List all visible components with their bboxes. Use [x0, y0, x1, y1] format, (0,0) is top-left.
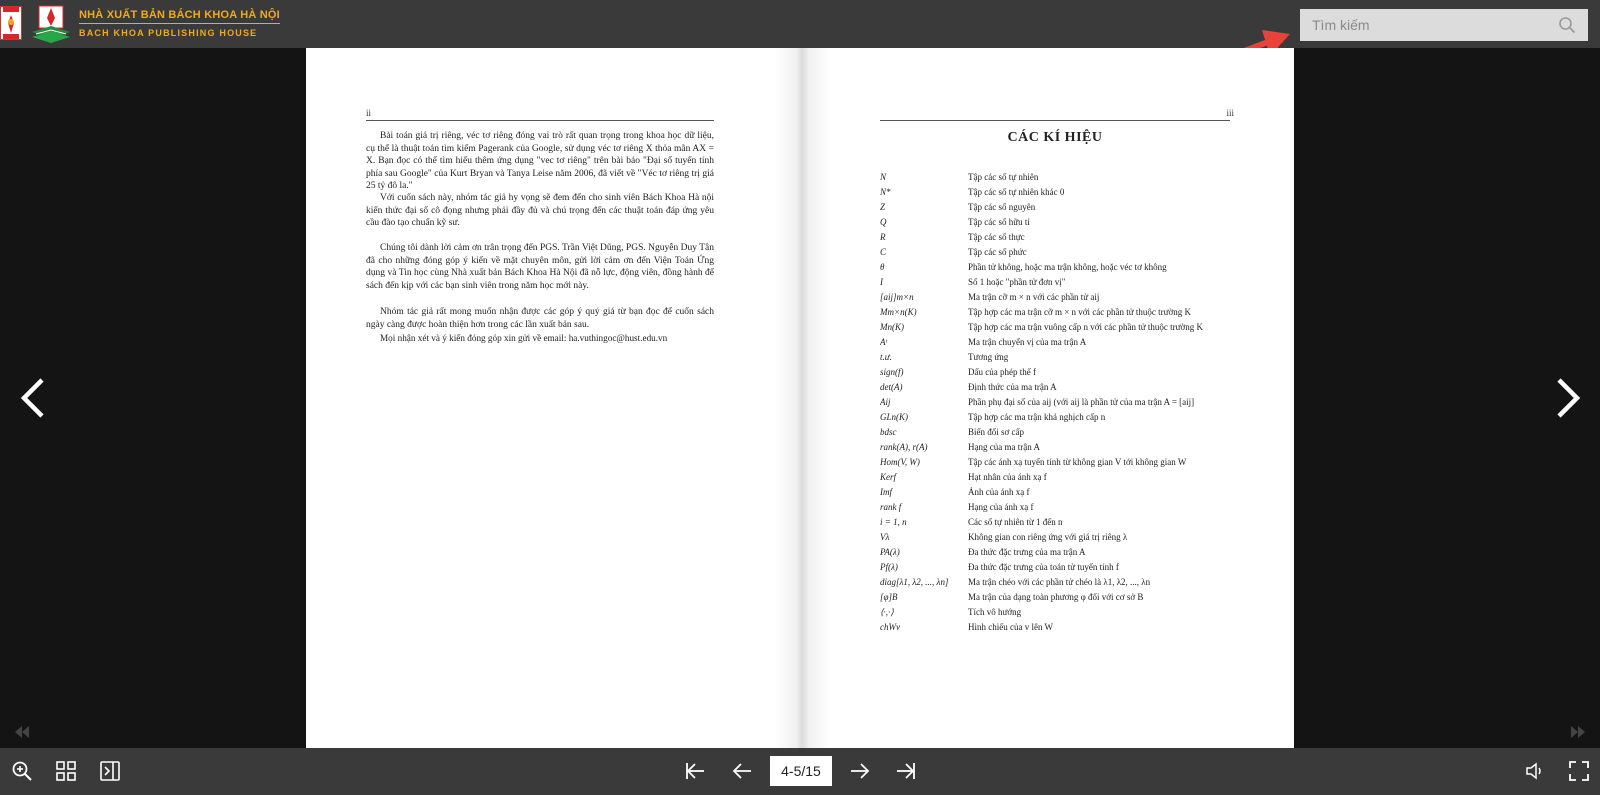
symbol: PA(λ): [880, 547, 900, 557]
symbol-row: [880, 545, 1240, 560]
symbol: Kerf: [880, 472, 897, 482]
symbol: t.ư.: [880, 352, 892, 362]
symbol-description: Số 1 hoặc "phần tử đơn vị": [968, 277, 1066, 287]
symbol-row: [880, 590, 1240, 605]
symbol: diag[λ1, λ2, ..., λn]: [880, 577, 949, 587]
paragraph: Bài toán giá trị riêng, véc tơ riêng đóng vai trò rất quan trọng trong khoa học dữ liệu, cụ thể là thuật toán tìm kiếm Pagerank của Google, sử dụng véc tơ riêng X thỏa mãn AX = X. Bạn đọc có thể tìm hiểu thêm ứng dụng "vec tơ riêng" trên bài báo "Đại số tuyến tính phía sau Google" của Kurt Bryan và Tanya Leise năm 2006, đã viết về "Véc tơ riêng trị giá 25 tỷ đô la.": [366, 131, 714, 191]
symbol-row: [880, 290, 1240, 305]
rewind-icon[interactable]: [14, 725, 30, 739]
symbol-description: Tập các số phức: [968, 247, 1027, 257]
symbol-row: [880, 245, 1240, 260]
symbol: Hom(V, W): [880, 457, 920, 467]
symbol-description: Các số tự nhiên từ 1 đến n: [968, 517, 1063, 527]
symbol-description: Tập các số thực: [968, 232, 1025, 242]
symbol: [φ]B: [880, 592, 898, 602]
previous-spread-icon[interactable]: [18, 376, 48, 420]
symbol-row: [880, 575, 1240, 590]
symbol: Mn(K): [880, 322, 904, 332]
symbol: GLn(K): [880, 412, 909, 422]
page-number: ii: [366, 108, 372, 118]
book-spread[interactable]: [306, 48, 1294, 748]
symbol: Imf: [880, 487, 892, 497]
symbol: C: [880, 247, 887, 257]
symbol: Q: [880, 217, 887, 227]
symbol-row: [880, 260, 1240, 275]
symbol-row: [880, 605, 1240, 620]
symbol-description: Tập các số nguyên: [968, 202, 1036, 212]
paragraph: Với cuốn sách này, nhóm tác giả hy vọng sẽ đem đến cho sinh viên Bách Khoa Hà nội kiến thức đại số cô đọng nhưng phải đầy đủ và chú trọng đến các thuật toán đáp ứng yêu cầu đào tạo chuẩn kỹ sư.: [366, 193, 714, 228]
symbol: [aij]m×n: [880, 292, 914, 302]
symbol: Pf(λ): [880, 562, 898, 572]
symbol: rank f: [880, 502, 902, 512]
symbol-description: Tập hợp các ma trận cỡ m × n với các phần tử thuộc trường K: [968, 307, 1192, 317]
publisher-logo[interactable]: [30, 4, 72, 44]
symbol-description: Ma trận chéo với các phần tử chéo là λ1, λ2, ..., λn: [968, 577, 1151, 587]
symbol: R: [880, 232, 886, 242]
symbol-row: [880, 335, 1240, 350]
symbol: θ: [880, 262, 885, 272]
symbol-row: [880, 515, 1240, 530]
symbol: N*: [880, 187, 891, 197]
symbol-description: Ảnh của ánh xạ f: [968, 487, 1030, 497]
symbol-description: Hạng của ánh xạ f: [968, 502, 1034, 512]
symbol: Aij: [880, 397, 891, 407]
symbol: N: [880, 172, 887, 182]
symbol-description: Tập hợp các ma trận vuông cấp n với các phần tử thuộc trường K: [968, 322, 1203, 332]
fullscreen-icon[interactable]: [1568, 760, 1590, 782]
zoom-in-icon[interactable]: [11, 760, 33, 782]
symbol-description: Đa thức đặc trưng của toán tử tuyến tính f: [968, 562, 1119, 572]
symbol-description: Ma trận chuyển vị của ma trận A: [968, 337, 1087, 347]
symbol-row: [880, 410, 1240, 425]
page-title: CÁC KÍ HIỆU: [1007, 130, 1103, 145]
symbol-description: Phần tử không, hoặc ma trận không, hoặc véc tơ không: [968, 262, 1167, 272]
symbol-description: Tích vô hướng: [968, 607, 1022, 617]
symbol-description: Ma trận cỡ m × n với các phần tử aij: [968, 292, 1100, 302]
symbol-row: [880, 560, 1240, 575]
symbol: sign(f): [880, 367, 904, 377]
fast-forward-icon[interactable]: [1570, 725, 1586, 739]
paragraph: Mọi nhận xét và ý kiến đóng góp xin gửi về email: ha.vuthingoc@hust.edu.vn: [380, 333, 668, 343]
symbol-row: [880, 395, 1240, 410]
search-box[interactable]: [1300, 9, 1588, 41]
symbol: ⟨·,·⟩: [880, 607, 894, 617]
first-page-icon[interactable]: [684, 760, 706, 782]
symbol-row: [880, 200, 1240, 215]
symbol-row: [880, 305, 1240, 320]
symbol-description: Tập các ánh xạ tuyến tính từ không gian V tới không gian W: [968, 457, 1187, 467]
paragraph: Nhóm tác giả rất mong muốn nhận được các góp ý quý giá từ bạn đọc để cuốn sách ngày càng được hoàn thiện hơn trong các lần xuất bản sau.: [366, 307, 714, 330]
bookshop-logo[interactable]: [0, 6, 22, 40]
symbol: chWv: [880, 622, 900, 632]
symbol-description: Tập hợp các ma trận khả nghịch cấp n: [968, 412, 1106, 422]
symbol-row: [880, 500, 1240, 515]
left-page[interactable]: [306, 48, 800, 748]
search-icon[interactable]: [1558, 16, 1576, 34]
symbol-row: [880, 620, 1240, 635]
symbol: Vλ: [880, 532, 890, 542]
table-of-contents-icon[interactable]: [99, 760, 121, 782]
symbol-row: [880, 320, 1240, 335]
symbol-row: [880, 380, 1240, 395]
right-page[interactable]: [800, 48, 1294, 748]
symbol: i = 1, n: [880, 517, 907, 527]
symbol-row: [880, 170, 1240, 185]
search-input[interactable]: [1300, 9, 1564, 41]
symbol: I: [880, 277, 883, 287]
symbol-description: Không gian con riêng ứng với giá trị riêng λ: [968, 532, 1128, 542]
symbol-description: Phần phụ đại số của aij (với aij là phần tử của ma trận A = [aij]: [968, 397, 1195, 407]
symbol-description: Tập các số hữu tỉ: [968, 217, 1030, 227]
symbol-row: [880, 275, 1240, 290]
paragraph: Chúng tôi dành lời cảm ơn trân trọng đến PGS. Trần Việt Dũng, PGS. Nguyễn Duy Tân đã cho những đóng góp ý kiến về mặt chuyên môn, gửi lời cảm ơn đến Viện Toán Ứng dụng và Tin học cùng Nhà xuất bản Bách Khoa Hà Nội đã nỗ lực, động viên, đồng hành để sách đến kịp với các bạn sinh viên trong năm học mới này.: [366, 243, 714, 291]
symbol-row: [880, 455, 1240, 470]
symbol-row: [880, 485, 1240, 500]
top-bar: [0, 0, 1600, 48]
next-spread-icon[interactable]: [1553, 376, 1583, 420]
symbol-row: [880, 350, 1240, 365]
symbol-description: Đa thức đặc trưng của ma trận A: [968, 547, 1086, 557]
symbol: Aᵗ: [880, 337, 888, 347]
symbol-description: Hạng của ma trận A: [968, 442, 1040, 452]
symbol-row: [880, 185, 1240, 200]
symbol: Z: [880, 202, 886, 212]
page-number: iii: [1226, 108, 1234, 118]
symbol-row: [880, 215, 1240, 230]
symbol: bdsc: [880, 427, 897, 437]
symbol-row: [880, 440, 1240, 455]
symbol-description: Hạt nhân của ánh xạ f: [968, 472, 1047, 482]
bottom-toolbar: [0, 748, 1600, 795]
symbol-description: Tập các số tự nhiên khác 0: [968, 187, 1065, 197]
symbol-description: Ma trận của dạng toàn phương φ đối với cơ sở B: [968, 592, 1144, 602]
symbol-row: [880, 530, 1240, 545]
thumbnails-icon[interactable]: [55, 760, 77, 782]
symbol-row: [880, 230, 1240, 245]
last-page-icon[interactable]: [895, 760, 917, 782]
symbol-description: Tập các số tự nhiên: [968, 172, 1039, 182]
sound-icon[interactable]: [1524, 760, 1546, 782]
page-indicator[interactable]: 4-5/15: [770, 756, 832, 786]
header-rule: [880, 120, 1230, 121]
symbol-description: Định thức của ma trận A: [968, 382, 1057, 392]
symbol-row: [880, 425, 1240, 440]
next-page-icon[interactable]: [849, 760, 871, 782]
book-spine: [774, 48, 830, 748]
symbol-table: [880, 170, 1240, 635]
symbol-description: Hình chiếu của v lên W: [968, 622, 1054, 632]
publisher-name-english: BACH KHOA PUBLISHING HOUSE: [79, 28, 258, 38]
publisher-name: NHÀ XUẤT BẢN BÁCH KHOA HÀ NỘI: [79, 9, 280, 24]
symbol-row: [880, 470, 1240, 485]
symbol-description: Tương ứng: [968, 352, 1009, 362]
symbol-description: Dấu của phép thế f: [968, 367, 1036, 377]
symbol: det(A): [880, 382, 903, 392]
header-rule: [366, 120, 714, 121]
previous-page-icon[interactable]: [731, 760, 753, 782]
symbol: Mm×n(K): [880, 307, 917, 317]
symbol: rank(A), r(A): [880, 442, 928, 452]
symbol-row: [880, 365, 1240, 380]
symbol-description: Biến đổi sơ cấp: [968, 427, 1024, 437]
